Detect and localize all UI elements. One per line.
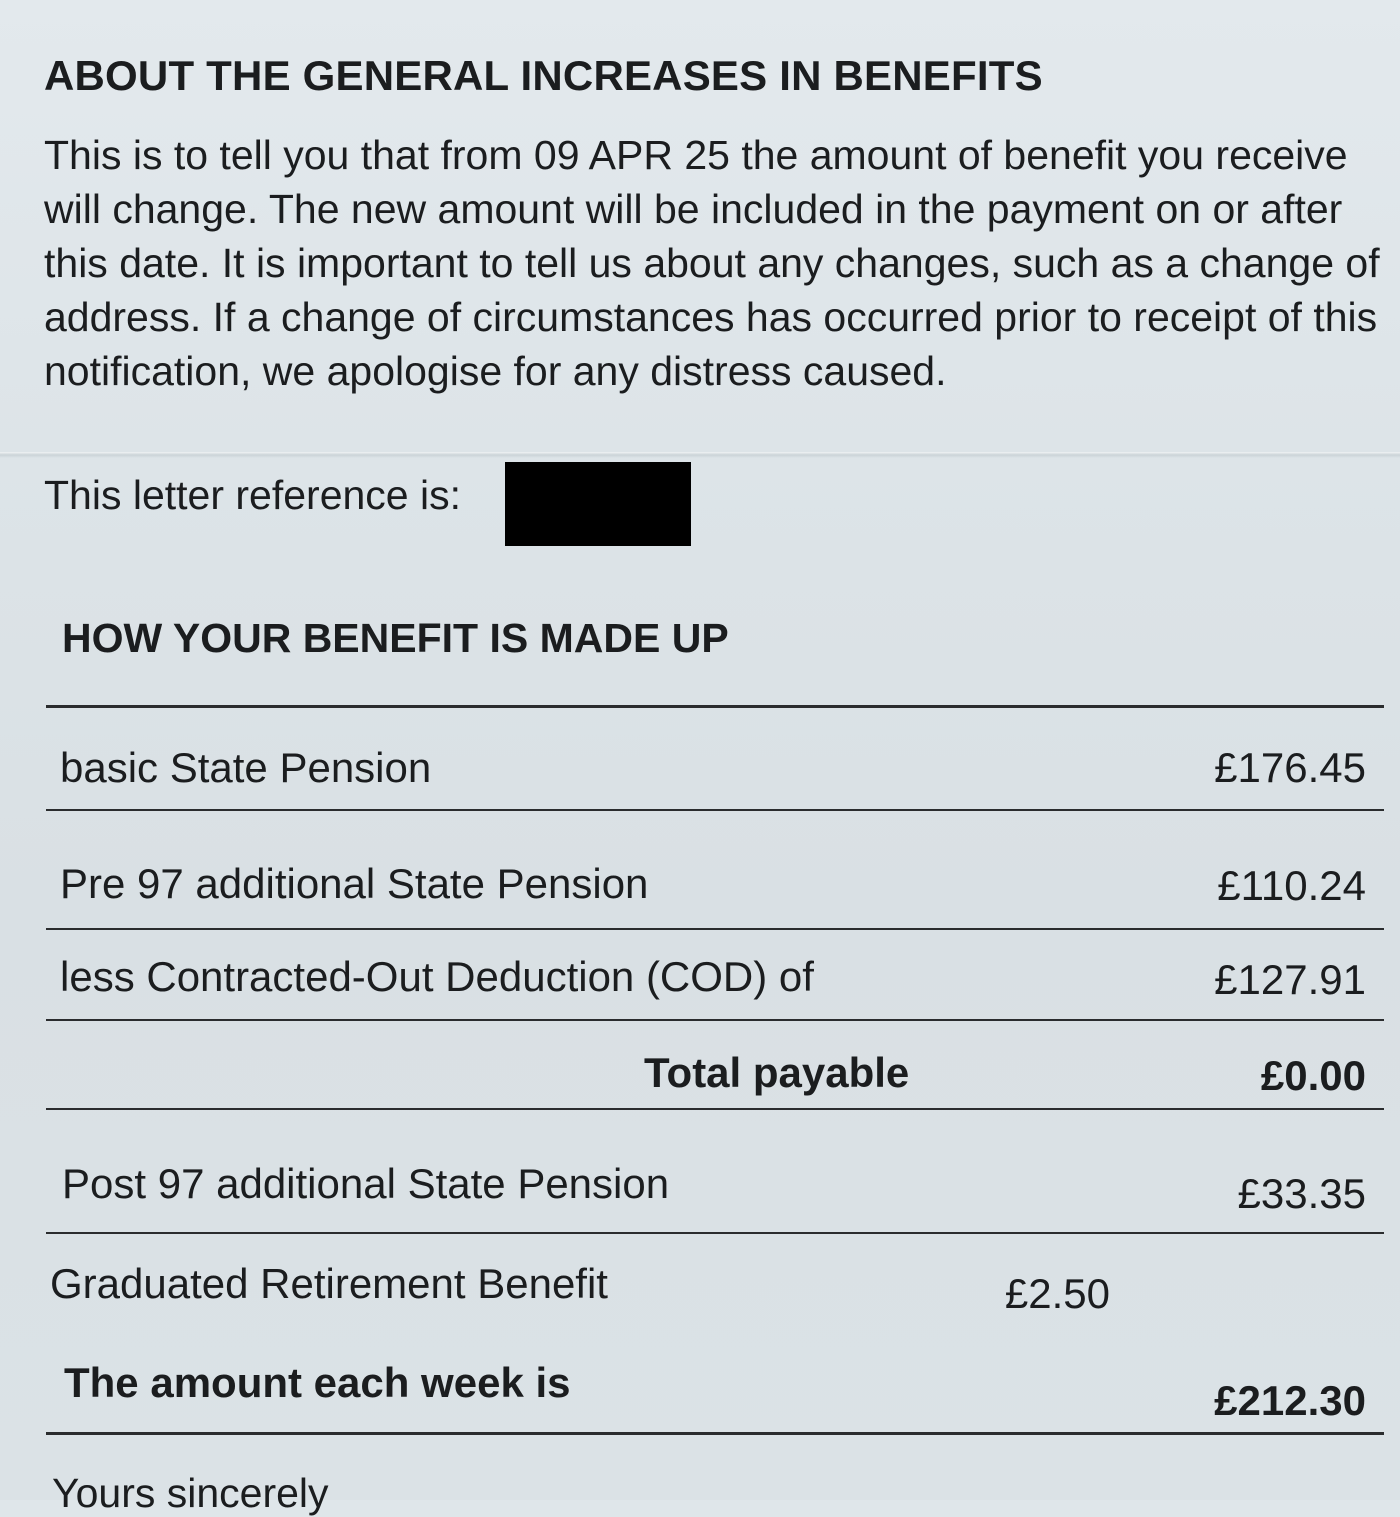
row-label-basic-state-pension: basic State Pension	[60, 744, 432, 791]
letter-reference-label: This letter reference is:	[44, 472, 461, 518]
intro-paragraph	[44, 128, 1384, 398]
table-bottom-rule	[46, 1432, 1384, 1435]
section-heading-benefit-increases: ABOUT THE GENERAL INCREASES IN BENEFITS	[44, 52, 1043, 99]
table-top-rule	[46, 705, 1384, 708]
row-amount-weekly-amount: £212.30	[1214, 1377, 1366, 1424]
closing-salutation: Yours sincerely	[52, 1470, 329, 1516]
row-divider	[46, 1019, 1384, 1021]
row-amount-cod-deduction: £127.91	[1214, 956, 1366, 1003]
redacted-reference	[505, 462, 691, 546]
row-amount-pre97-additional: £110.24	[1217, 862, 1366, 909]
row-divider	[46, 809, 1384, 811]
section-heading-benefit-breakdown: HOW YOUR BENEFIT IS MADE UP	[62, 615, 729, 661]
row-amount-basic-state-pension: £176.45	[1214, 744, 1366, 791]
row-label-pre97-additional: Pre 97 additional State Pension	[60, 860, 649, 907]
paper-fold	[0, 452, 1400, 458]
row-label-graduated-retirement: Graduated Retirement Benefit	[50, 1260, 608, 1307]
row-amount-post97-additional: £33.35	[1237, 1170, 1366, 1217]
row-divider	[46, 1232, 1384, 1234]
row-amount-graduated-retirement: £2.50	[1004, 1270, 1110, 1317]
intro-text: This is to tell you that from 09 APR 25 the amount of benefit you receive will change. The new amount will be included in the payment on or after this date. It is important to tell us about any changes, such as a change of address. If a change of circumstances has occurred prior to receipt of this notification, we apologise for any distress caused.	[44, 132, 1380, 394]
row-divider	[46, 1108, 1384, 1110]
row-label-weekly-amount: The amount each week is	[64, 1359, 571, 1406]
row-divider	[46, 928, 1384, 930]
row-label-total-payable: Total payable	[644, 1049, 910, 1096]
row-label-cod-deduction: less Contracted-Out Deduction (COD) of	[60, 953, 814, 1000]
row-label-post97-additional: Post 97 additional State Pension	[62, 1160, 670, 1207]
row-amount-total-payable: £0.00	[1260, 1052, 1366, 1099]
